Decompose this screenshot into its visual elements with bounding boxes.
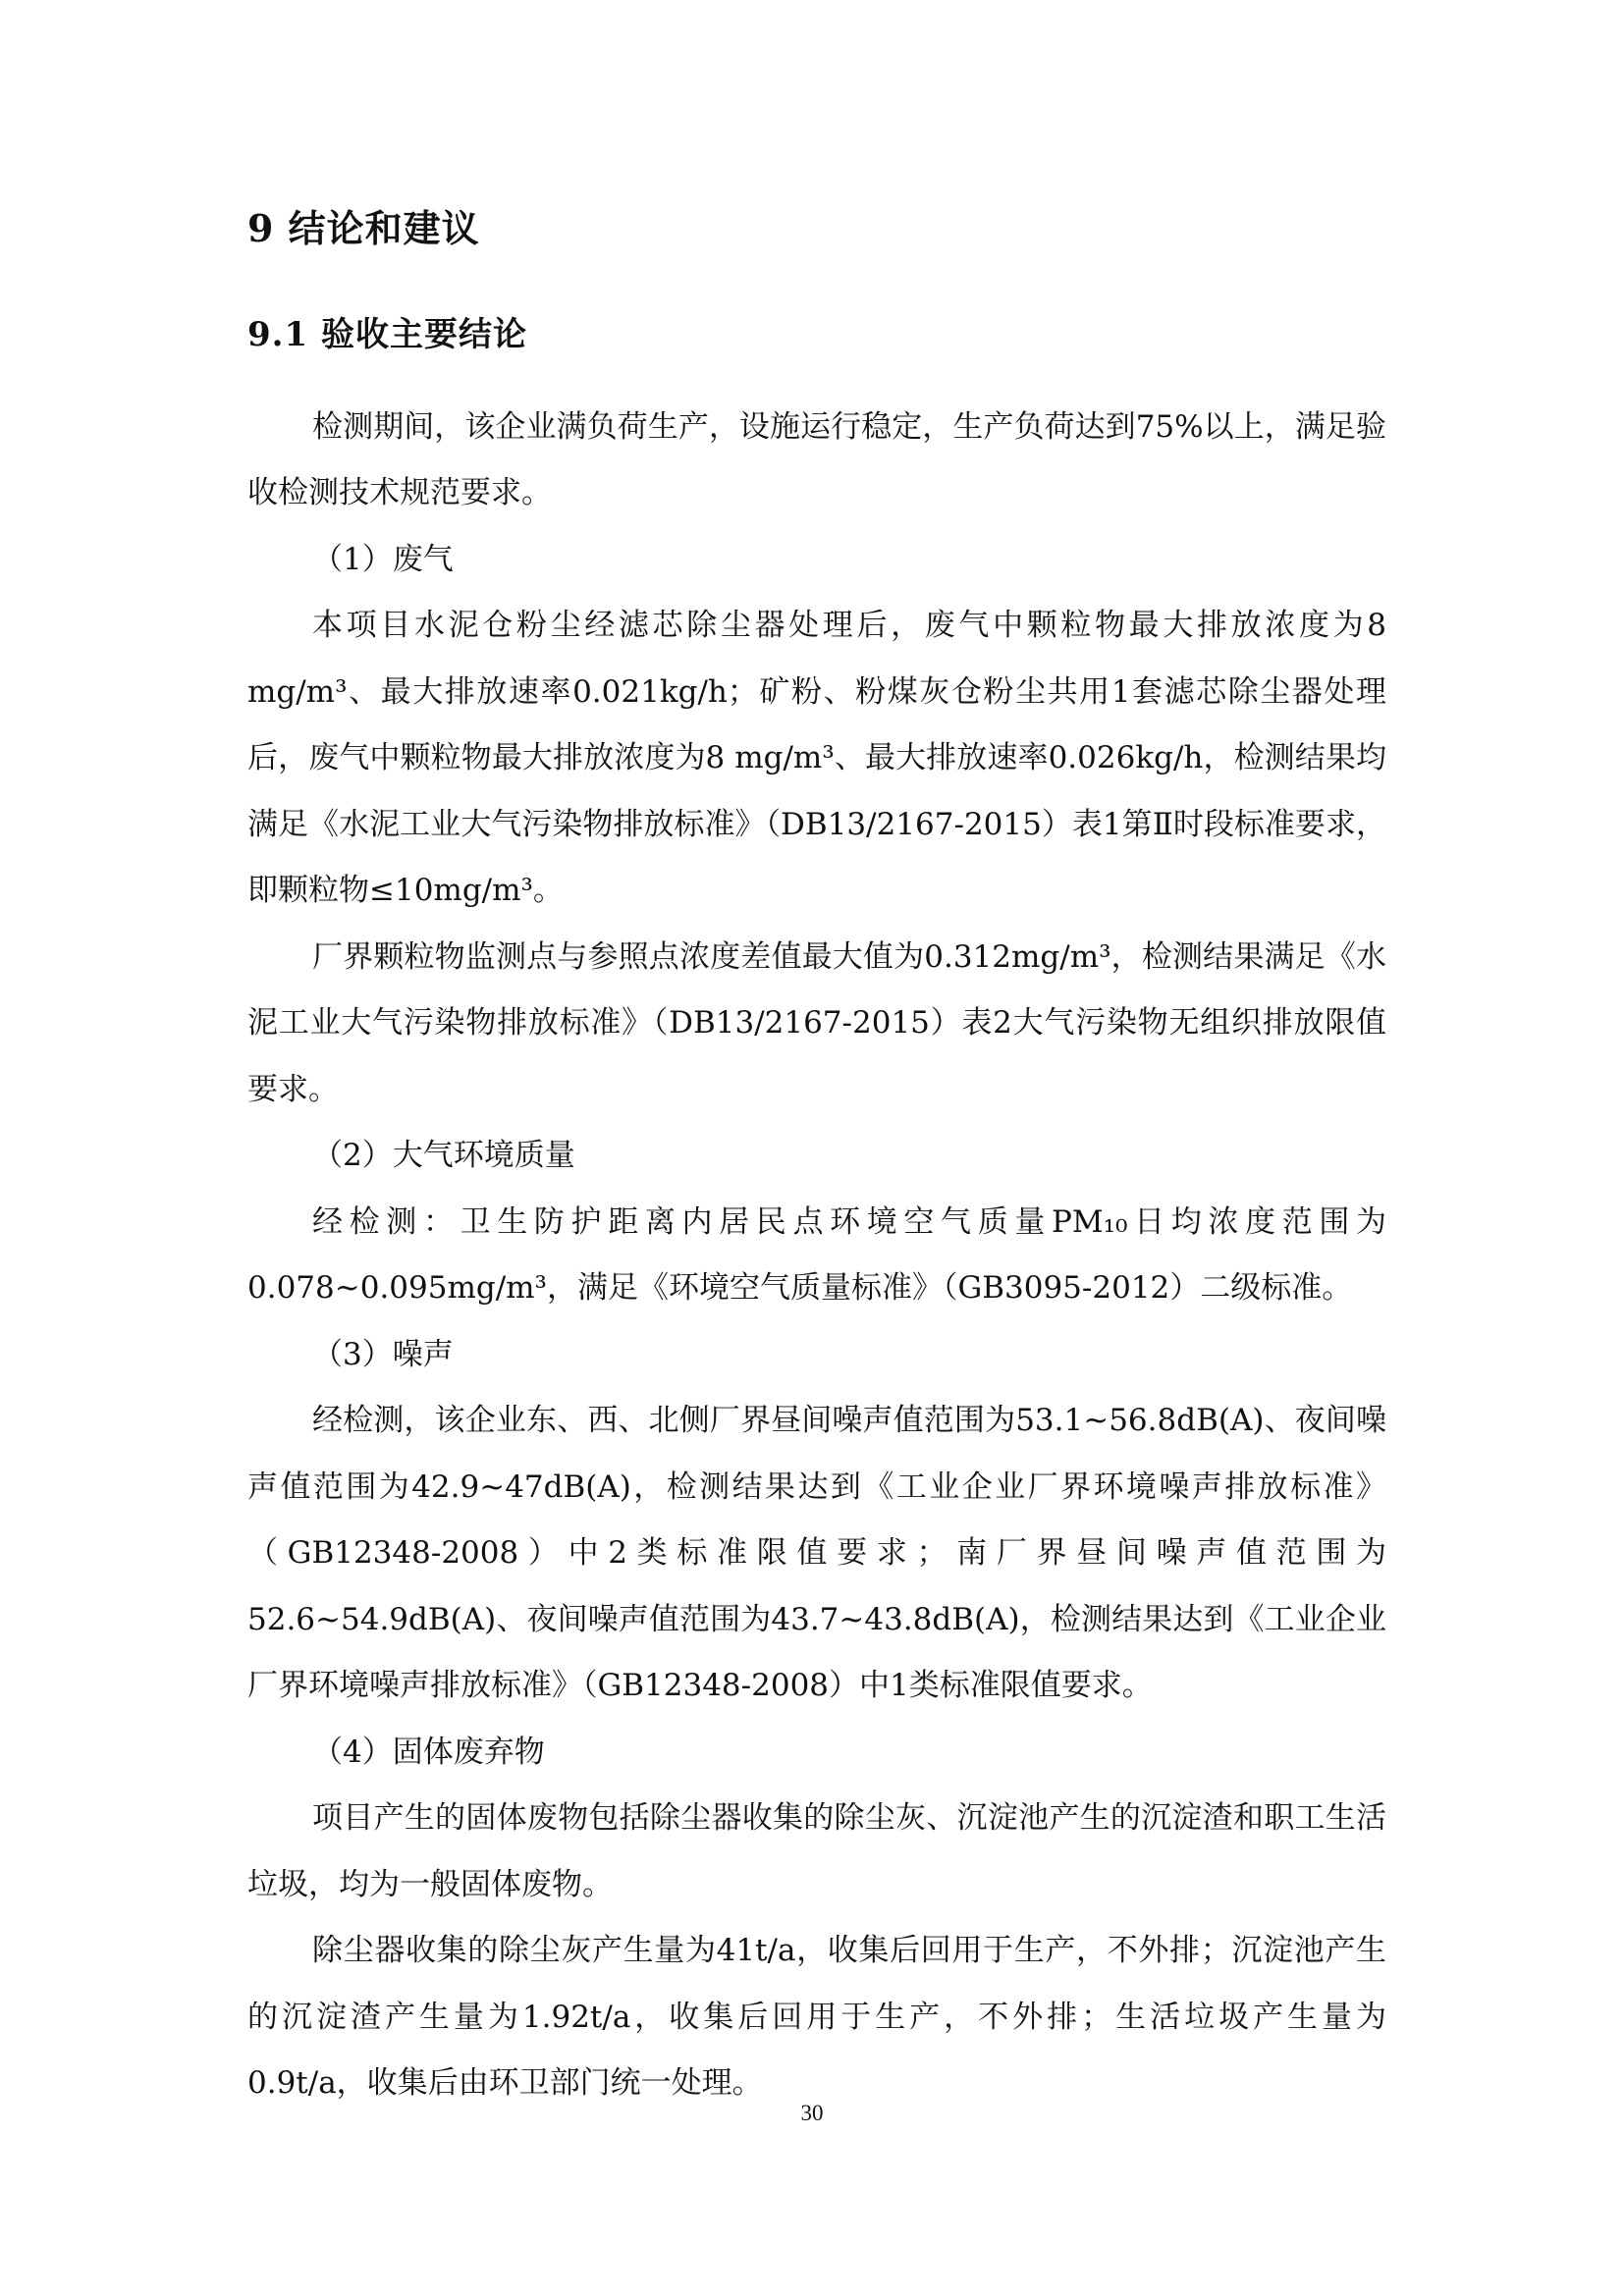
section-title: 9.1 验收主要结论 (247, 315, 527, 355)
subheading-noise: （3）噪声 (312, 1336, 454, 1372)
paragraph-solid-waste-amounts: 除尘器收集的除尘灰产生量为41t/a，收集后回用于生产，不外排；沉淀池产生的沉淀渣产生量为1.92t/a，收集后回用于生产，不外排；生活垃圾产生量为0.9t/a，收集后由环卫部门统一处理。 (247, 1933, 1386, 2102)
page-content (247, 204, 1386, 2117)
paragraph-noise: 经检测，该企业东、西、北侧厂界昼间噪声值范围为53.1~56.8dB(A)、夜间噪声值范围为42.9~47dB(A)，检测结果达到《工业企业厂界环境噪声排放标准》（GB12348-2008）中2类标准限值要求；南厂界昼间噪声值范围为52.6~54.9dB(A)、夜间噪声值范围为43.7~43.8dB(A)，检测结果达到《工业企业厂界环境噪声排放标准》（GB12348-2008）中1类标准限值要求。 (247, 1403, 1386, 1704)
paragraph-exhaust-organized: 本项目水泥仓粉尘经滤芯除尘器处理后，废气中颗粒物最大排放浓度为8 mg/m³、最大排放速率0.021kg/h；矿粉、粉煤灰仓粉尘共用1套滤芯除尘器处理后，废气中颗粒物最大排放浓度为8 mg/m³、最大排放速率0.026kg/h，检测结果均满足《水泥工业大气污染物排放标准》（DB13/2167-2015）表1第Ⅱ时段标准要求，即颗粒物≤10mg/m³。 (247, 608, 1386, 909)
subheading-exhaust-gas: （1）废气 (312, 541, 454, 577)
paragraph-air-quality: 经检测：卫生防护距离内居民点环境空气质量PM₁₀日均浓度范围为0.078~0.095mg/m³，满足《环境空气质量标准》（GB3095-2012）二级标准。 (247, 1203, 1386, 1307)
body-text (247, 395, 1386, 2117)
chapter-title: 9 结论和建议 (247, 206, 480, 250)
subheading-air-quality: （2）大气环境质量 (312, 1138, 575, 1174)
page-number: 30 (800, 2101, 824, 2125)
subheading-solid-waste: （4）固体废弃物 (312, 1734, 545, 1770)
paragraph-exhaust-unorganized: 厂界颗粒物监测点与参照点浓度差值最大值为0.312mg/m³，检测结果满足《水泥工业大气污染物排放标准》（DB13/2167-2015）表2大气污染物无组织排放限值要求。 (247, 938, 1386, 1107)
paragraph-intro: 检测期间，该企业满负荷生产，设施运行稳定，生产负荷达到75%以上，满足验收检测技术规范要求。 (247, 408, 1386, 511)
paragraph-solid-waste-types: 项目产生的固体废物包括除尘器收集的除尘灰、沉淀池产生的沉淀渣和职工生活垃圾，均为一般固体废物。 (247, 1800, 1386, 1902)
